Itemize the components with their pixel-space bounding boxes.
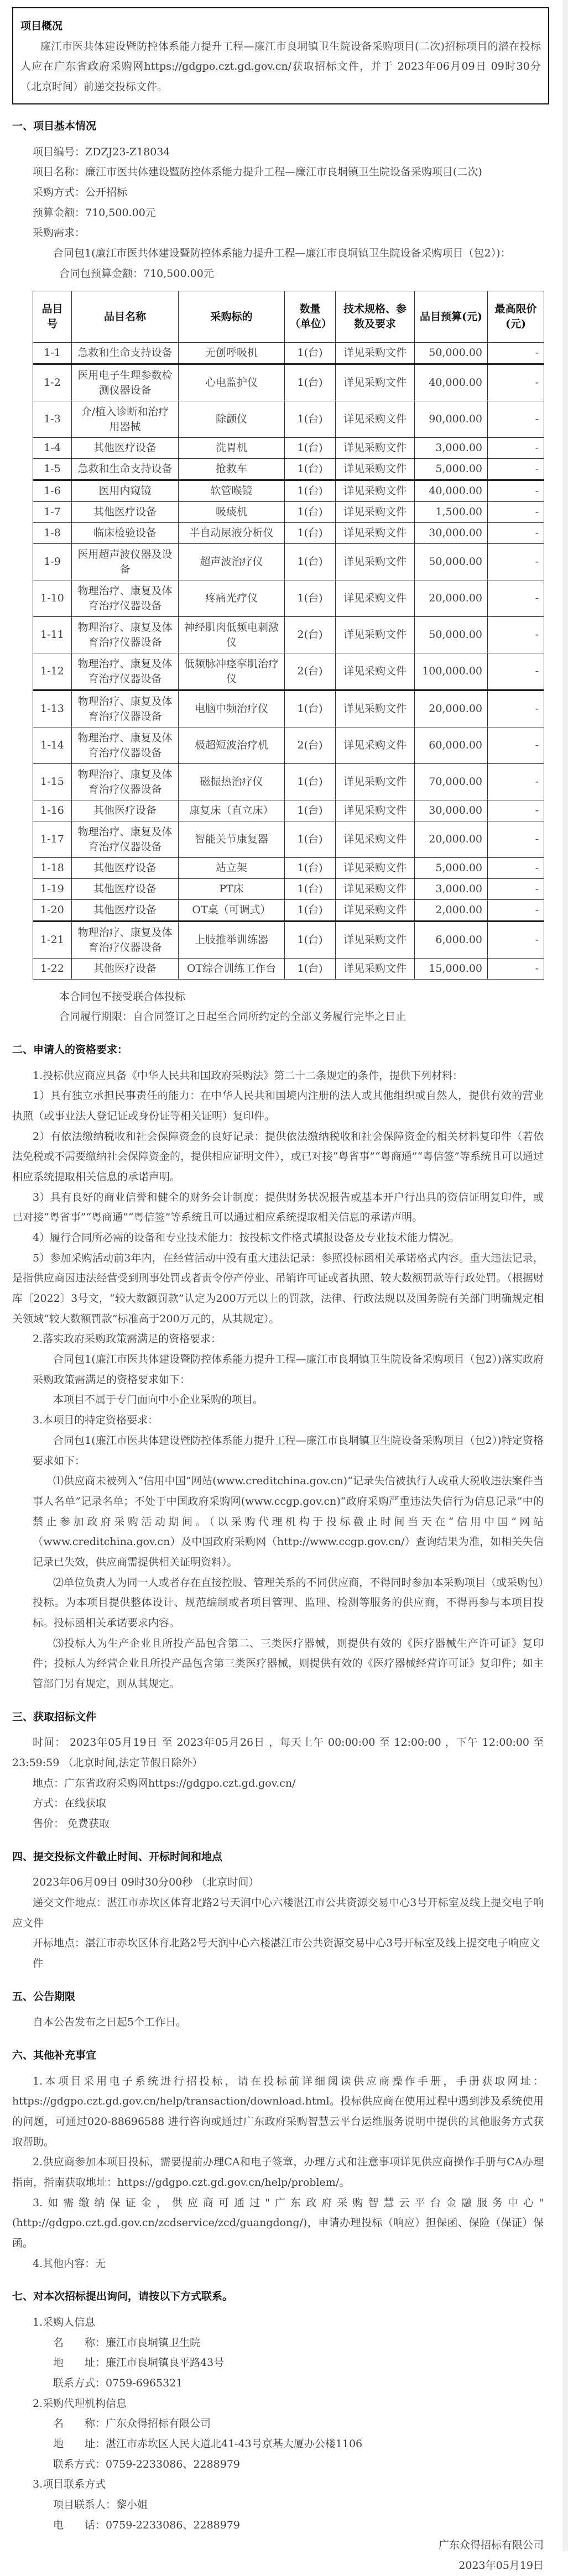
cell-spec: 详见采购文件 (336, 617, 415, 653)
cell-max-price: - (488, 364, 544, 401)
cell-quantity: 2(台) (285, 653, 336, 690)
cell-item-no: 1-8 (33, 523, 72, 544)
cell-procurement-target: 磁振热治疗仪 (179, 764, 285, 800)
column-header-max-price: 最高限价(元) (488, 291, 544, 343)
cell-item-no: 1-13 (33, 690, 72, 727)
cell-item-name: 医用电子生理参数检测仪器设备 (72, 364, 179, 401)
cell-item-name: 其他医疗设备 (72, 900, 179, 922)
project-number: 项目编号：ZDZJ23-Z18034 (33, 145, 170, 158)
obtain-place: 地点：广东省政府采购网https://gdgpo.czt.gd.gov.cn/ (33, 1777, 296, 1789)
cell-item-name: 急救和生命支持设备 (72, 459, 179, 480)
cell-spec: 详见采购文件 (336, 959, 415, 980)
table-row (33, 922, 544, 959)
open-place: 开标地点：湛江市赤坎区体育北路2号天润中心六楼湛江市公共资源交易中心3号开标室及线上提交电子响应文件 (33, 1937, 540, 1970)
table-row (33, 523, 544, 544)
cell-item-name: 物理治疗、康复及体育治疗仪器设备 (72, 580, 179, 617)
column-header-procurement-target: 采购标的 (179, 291, 285, 343)
cell-item-budget: 2,000.00 (415, 900, 488, 922)
project-contact-title: 3.项目联系方式 (33, 2478, 106, 2491)
cell-item-no: 1-15 (33, 764, 72, 800)
cell-item-no: 1-6 (33, 480, 72, 502)
cell-item-name: 物理治疗、康复及体育治疗仪器设备 (72, 922, 179, 959)
cell-max-price: - (488, 401, 544, 438)
cell-max-price: - (488, 480, 544, 502)
cell-item-name: 其他医疗设备 (72, 438, 179, 459)
cell-spec: 详见采购文件 (336, 800, 415, 821)
cell-item-budget: 3,000.00 (415, 879, 488, 900)
qualification-3: 3.本项目的特定资格要求： (33, 1414, 159, 1427)
cell-max-price: - (488, 800, 544, 821)
cell-quantity: 1(台) (285, 459, 336, 480)
cell-quantity: 1(台) (285, 764, 336, 800)
procurement-demand: 采购需求： (33, 227, 86, 239)
cell-quantity: 1(台) (285, 879, 336, 900)
cell-item-name: 急救和生命支持设备 (72, 343, 179, 364)
cell-item-no: 1-12 (33, 653, 72, 690)
cell-item-no: 1-19 (33, 879, 72, 900)
cell-quantity: 1(台) (285, 922, 336, 959)
cell-procurement-target: 智能关节康复器 (179, 821, 285, 858)
cell-max-price: - (488, 821, 544, 858)
signature-company: 广东众得招标有限公司 (438, 2539, 544, 2552)
table-row (33, 438, 544, 459)
cell-spec: 详见采购文件 (336, 821, 415, 858)
column-header-spec: 技术规格、参数及要求 (336, 291, 415, 343)
table-row (33, 900, 544, 922)
section-heading-basic-info: 一、项目基本情况 (12, 120, 97, 132)
cell-procurement-target: 吸痰机 (179, 502, 285, 523)
cell-item-budget: 6,000.00 (415, 922, 488, 959)
cell-item-no: 1-11 (33, 617, 72, 653)
table-header-row (33, 291, 544, 343)
table-row (33, 364, 544, 401)
cell-quantity: 1(台) (285, 821, 336, 858)
cell-item-budget: 40,000.00 (415, 364, 488, 401)
project-name: 项目名称：廉江市医共体建设暨防控体系能力提升工程—廉江市良垌镇卫生院设备采购项目(二次) (33, 166, 482, 179)
cell-procurement-target: 电脑中频治疗仪 (179, 690, 285, 727)
cell-quantity: 1(台) (285, 690, 336, 727)
page-scrollbar[interactable] (562, 0, 568, 2551)
overview-title: 项目概况 (20, 20, 63, 32)
purchaser-contact: 联系方式：0759-6965321 (53, 2376, 183, 2389)
procurement-items-table (33, 291, 544, 980)
cell-procurement-target: 心电监护仪 (179, 364, 285, 401)
cell-item-no: 1-17 (33, 821, 72, 858)
cell-item-budget: 20,000.00 (415, 580, 488, 617)
cell-item-no: 1-9 (33, 544, 72, 580)
cell-spec: 详见采购文件 (336, 922, 415, 959)
table-row (33, 821, 544, 858)
cell-spec: 详见采购文件 (336, 544, 415, 580)
cell-spec: 详见采购文件 (336, 580, 415, 617)
cell-max-price: - (488, 523, 544, 544)
cell-procurement-target: 除颤仪 (179, 401, 285, 438)
table-row (33, 653, 544, 690)
gdgpo-link[interactable]: 广东省政府采购网https://gdgpo.czt.gd.gov.cn/ (54, 60, 292, 72)
cell-procurement-target: 上肢推举训练器 (179, 922, 285, 959)
cell-max-price: - (488, 502, 544, 523)
cell-item-name: 介/植入诊断和治疗用器械 (72, 401, 179, 438)
cell-item-budget: 50,000.00 (415, 343, 488, 364)
cell-quantity: 1(台) (285, 401, 336, 438)
cell-procurement-target: 疼痛光疗仪 (179, 580, 285, 617)
overview-text (20, 36, 541, 97)
agency-name: 名 称：广东众得招标有限公司 (53, 2417, 211, 2430)
cell-spec: 详见采购文件 (336, 900, 415, 922)
section-heading-contact: 七、对本次招标提出询问，请按以下方式联系。 (12, 2290, 233, 2303)
cell-procurement-target: 超声波治疗仪 (179, 544, 285, 580)
cell-quantity: 1(台) (285, 438, 336, 459)
table-row (33, 617, 544, 653)
cell-spec: 详见采购文件 (336, 401, 415, 438)
table-row (33, 580, 544, 617)
section-heading-qualification: 二、申请人的资格要求： (12, 1044, 128, 1056)
cell-item-no: 1-3 (33, 401, 72, 438)
cell-spec: 详见采购文件 (336, 459, 415, 480)
qualification-3-1: 合同包1(廉江市医共体建设暨防控体系能力提升工程—廉江市良垌镇卫生院设备采购项目（包2）)特定资格要求如下： (33, 1434, 544, 1467)
agency-address: 地 址：湛江市赤坎区人民大道北41-43号京基大厦办公楼1106 (53, 2437, 363, 2450)
overview-text-end: 获取招标文件，并于 2023年06月09日 09时30分 （北京时间）前递交投标文件。 (20, 60, 541, 93)
cell-spec: 详见采购文件 (336, 480, 415, 502)
section-heading-deadline: 四、提交投标文件截止时间、开标时间和地点 (12, 1850, 223, 1863)
overview-text-start: 廉江市医共体建设暨防控体系能力提升工程—廉江市良垌镇卫生院设备采购项目(二次)招标项目的潜在投标人应在 (20, 40, 541, 72)
qualification-3-2: ⑴供应商未被列入“信用中国”网站(www.creditchina.gov.cn)“记录失信被执行人或重大税收违法案件当事人名单”记录名单；不处于中国政府采购网(www.ccgp.gov.cn)“政府采购严重违法失信行为信息记录”中的禁止参加政府采购活动期间。（以采购代理机构于投标截止时间当天在“信用中国”网站（www.creditchina.gov.cn）及中国政府采购网（http://www.ccgp.gov.cn/）查询结果为准，如相关失信记录已失效，供应商需提供相关证明资料）。 (33, 1475, 544, 1568)
cell-item-budget: 5,000.00 (415, 459, 488, 480)
cell-item-no: 1-21 (33, 922, 72, 959)
cell-item-budget: 30,000.00 (415, 800, 488, 821)
table-row (33, 959, 544, 980)
cell-procurement-target: PT床 (179, 879, 285, 900)
qualification-2-2: 本项目不属于专门面向中小企业采购的项目。 (53, 1394, 264, 1406)
cell-quantity: 1(台) (285, 523, 336, 544)
table-row (33, 879, 544, 900)
cell-max-price: - (488, 922, 544, 959)
cell-max-price: - (488, 690, 544, 727)
cell-max-price: - (488, 617, 544, 653)
column-header-item-budget: 品目预算(元) (415, 291, 488, 343)
cell-procurement-target: 无创呼吸机 (179, 343, 285, 364)
cell-item-budget: 70,000.00 (415, 764, 488, 800)
agency-info-title: 2.采购代理机构信息 (33, 2397, 127, 2410)
cell-max-price: - (488, 764, 544, 800)
cell-procurement-target: OT桌（可调式） (179, 900, 285, 922)
cell-item-name: 其他医疗设备 (72, 502, 179, 523)
column-header-item-name: 品目名称 (72, 291, 179, 343)
cell-max-price: - (488, 727, 544, 764)
column-header-item-no: 品目号 (33, 291, 72, 343)
table-row (33, 800, 544, 821)
cell-item-budget: 90,000.00 (415, 401, 488, 438)
table-row (33, 401, 544, 438)
cell-procurement-target: 极超短波治疗机 (179, 727, 285, 764)
contract-package: 合同包1(廉江市医共体建设暨防控体系能力提升工程—廉江市良垌镇卫生院设备采购项目（包2）)： (53, 247, 511, 260)
cell-item-budget: 15,000.00 (415, 959, 488, 980)
other-matter-3: 3.如需缴纳保证金，供应商可通过"广东政府采购智慧云平台金融服务中心"(http://gdgpo.czt.gd.gov.cn/zcdservice/zcd/guangdong/)，申请办理投标（响应）担保函、保险（保证）保函。 (12, 2196, 544, 2249)
cell-procurement-target: 神经肌肉低频电刺激仪 (179, 617, 285, 653)
cell-item-budget: 30,000.00 (415, 523, 488, 544)
cell-quantity: 1(台) (285, 800, 336, 821)
cell-procurement-target: 半自动尿液分析仪 (179, 523, 285, 544)
qualification-1-1: 1）具有独立承担民事责任的能力：在中华人民共和国境内注册的法人或其他组织或自然人，提供有效的营业执照（或事业法人登记证或身份证等相关证明）复印件。 (12, 1090, 544, 1123)
cell-item-no: 1-20 (33, 900, 72, 922)
cell-item-no: 1-22 (33, 959, 72, 980)
cell-quantity: 2(台) (285, 727, 336, 764)
table-row (33, 459, 544, 480)
announcement-body (0, 116, 562, 2576)
cell-item-name: 其他医疗设备 (72, 959, 179, 980)
cell-item-no: 1-7 (33, 502, 72, 523)
cell-spec: 详见采购文件 (336, 502, 415, 523)
cell-max-price: - (488, 580, 544, 617)
purchaser-address: 地 址：廉江市良垌镇良平路43号 (53, 2357, 225, 2369)
cell-quantity: 1(台) (285, 502, 336, 523)
cell-item-no: 1-4 (33, 438, 72, 459)
cell-item-budget: 5,000.00 (415, 858, 488, 879)
cell-item-name: 医用超声波仪器及设备 (72, 544, 179, 580)
cell-spec: 详见采购文件 (336, 690, 415, 727)
cell-procurement-target: OT综合训练工作台 (179, 959, 285, 980)
cell-spec: 详见采购文件 (336, 727, 415, 764)
cell-procurement-target: 抢救车 (179, 459, 285, 480)
qualification-3-4: ⑶投标人为生产企业且所投产品包含第二、三类医疗器械，则提供有效的《医疗器械生产许可证》复印件；投标人为经营企业且所投产品包含第三类医疗器械，则提供有效的《医疗器械经营许可证》复印件；如主管部门另有规定，则从其规定。 (33, 1637, 544, 1690)
obtain-way: 方式：在线获取 (33, 1797, 107, 1810)
cell-spec: 详见采购文件 (336, 438, 415, 459)
submit-place: 递交文件地点：湛江市赤坎区体育北路2号天润中心六楼湛江市公共资源交易中心3号开标室及线上提交电子响应文件 (12, 1896, 544, 1929)
contract-period: 合同履行期限：自合同签订之日起至合同所约定的全部义务履行完毕之日止 (59, 1010, 407, 1023)
cell-item-budget: 20,000.00 (415, 690, 488, 727)
cell-spec: 详见采购文件 (336, 764, 415, 800)
qualification-1: 1.投标供应商应具备《中华人民共和国政府采购法》第二十二条规定的条件，提供下列材料： (33, 1069, 463, 1082)
package-budget: 合同包预算金额：710,500.00元 (59, 267, 214, 280)
cell-quantity: 1(台) (285, 544, 336, 580)
table-row (33, 544, 544, 580)
cell-max-price: - (488, 900, 544, 922)
table-row (33, 343, 544, 364)
cell-max-price: - (488, 343, 544, 364)
cell-item-no: 1-2 (33, 364, 72, 401)
cell-procurement-target: 站立架 (179, 858, 285, 879)
obtain-price: 售价： 免费获取 (33, 1817, 110, 1830)
table-row (33, 502, 544, 523)
other-matter-2: 2.供应商参加本项目投标，需要提前办理CA和电子签章，办理方式和注意事项详见供应商操作手册与CA办理指南，指南获取地址：https://gdgpo.czt.gd.gov.cn/help/problem/。 (12, 2156, 544, 2188)
cell-quantity: 1(台) (285, 900, 336, 922)
cell-item-name: 其他医疗设备 (72, 800, 179, 821)
project-overview-box (12, 7, 549, 104)
other-matter-4: 4.其他内容：无 (33, 2257, 106, 2270)
procurement-method: 采购方式：公开招标 (33, 186, 128, 198)
cell-item-name: 物理治疗、康复及体育治疗仪器设备 (72, 617, 179, 653)
cell-spec: 详见采购文件 (336, 364, 415, 401)
cell-item-budget: 50,000.00 (415, 544, 488, 580)
cell-item-budget: 50,000.00 (415, 617, 488, 653)
notice-period: 自本公告发布之日起5个工作日。 (33, 2016, 187, 2029)
table-row (33, 764, 544, 800)
cell-item-name: 医用内窥镜 (72, 480, 179, 502)
table-row (33, 690, 544, 727)
cell-item-name: 临床检验设备 (72, 523, 179, 544)
cell-spec: 详见采购文件 (336, 879, 415, 900)
column-header-quantity: 数量（单位） (285, 291, 336, 343)
deadline-time: 2023年06月09日 09时30分00秒 （北京时间） (33, 1876, 259, 1889)
cell-quantity: 2(台) (285, 617, 336, 653)
qualification-3-3: ⑵单位负责人为同一人或者存在直接控股、管理关系的不同供应商，不得同时参加本采购项目（或采购包）投标。为本项目提供整体设计、规范编制或者项目管理、监理、检测等服务的供应商，不得再参与本项目投标。投标函相关承诺要求内容。 (33, 1576, 544, 1629)
table-row (33, 858, 544, 879)
section-heading-obtain-documents: 三、获取招标文件 (12, 1710, 97, 1723)
cell-quantity: 1(台) (285, 480, 336, 502)
cell-item-name: 物理治疗、康复及体育治疗仪器设备 (72, 690, 179, 727)
cell-item-budget: 1,500.00 (415, 502, 488, 523)
qualification-1-4: 4）履行合同所必需的设备和专业技术能力：按投标文件格式填报设备及专业技术能力情况。 (33, 1232, 460, 1244)
section-heading-notice-period: 五、公告期限 (12, 1990, 76, 2003)
cell-max-price: - (488, 858, 544, 879)
cell-spec: 详见采购文件 (336, 523, 415, 544)
cell-max-price: - (488, 544, 544, 580)
section-heading-other-matters: 六、其他补充事宜 (12, 2049, 97, 2061)
cell-procurement-target: 软管喉镜 (179, 480, 285, 502)
qualification-2: 2.落实政府采购政策需满足的资格要求： (33, 1333, 222, 1345)
purchaser-info-title: 1.采购人信息 (33, 2316, 96, 2328)
purchaser-name: 名 称：廉江市良垌镇卫生院 (53, 2336, 201, 2349)
cell-item-name: 其他医疗设备 (72, 858, 179, 879)
cell-item-budget: 20,000.00 (415, 821, 488, 858)
no-consortium-note: 本合同包不接受联合体投标 (59, 990, 186, 1003)
cell-quantity: 1(台) (285, 364, 336, 401)
cell-procurement-target: 康复床（直立床） (179, 800, 285, 821)
cell-max-price: - (488, 959, 544, 980)
project-contact-phone: 电 话：0759-2233086、2288979 (53, 2519, 241, 2531)
cell-max-price: - (488, 653, 544, 690)
cell-quantity: 1(台) (285, 580, 336, 617)
cell-max-price: - (488, 879, 544, 900)
cell-item-budget: 3,000.00 (415, 438, 488, 459)
cell-item-no: 1-14 (33, 727, 72, 764)
cell-quantity: 1(台) (285, 959, 336, 980)
cell-max-price: - (488, 438, 544, 459)
cell-procurement-target: 洗胃机 (179, 438, 285, 459)
cell-item-name: 物理治疗、康复及体育治疗仪器设备 (72, 727, 179, 764)
cell-spec: 详见采购文件 (336, 653, 415, 690)
cell-procurement-target: 低频脉冲痉挛肌治疗仪 (179, 653, 285, 690)
table-row (33, 727, 544, 764)
cell-item-no: 1-1 (33, 343, 72, 364)
qualification-1-2: 2）有依法缴纳税收和社会保障资金的良好记录：提供依法缴纳税收和社会保障资金的相关材料复印件（若依法免税或不需要缴纳社会保障资金的，提供相应证明文件），或已对接“粤省事”“粤商通”“粤信签”等系统且可以通过相应系统提取相关信息的承诺声明。 (12, 1130, 544, 1184)
cell-quantity: 1(台) (285, 858, 336, 879)
cell-spec: 详见采购文件 (336, 858, 415, 879)
qualification-1-5: 5）参加采购活动前3年内，在经营活动中没有重大违法记录：参照投标函相关承诺格式内容。重大违法记录，是指供应商因违法经营受到刑事处罚或者责令停产停业、吊销许可证或者执照、较大数额罚款等行政处罚。（根据财库〔2022〕3号文，“较大数额罚款”认定为200万元以上的罚款，法律、行政法规以及国务院有关部门明确规定相关领域“较大数额罚款”标准高于200万元的，从其规定）。 (12, 1252, 544, 1325)
cell-item-name: 物理治疗、康复及体育治疗仪器设备 (72, 821, 179, 858)
cell-item-no: 1-10 (33, 580, 72, 617)
cell-item-name: 物理治疗、康复及体育治疗仪器设备 (72, 764, 179, 800)
other-matter-1: 1.本项目采用电子系统进行招投标，请在投标前详细阅读供应商操作手册，手册获取网址：https://gdgpo.czt.gd.gov.cn/help/transaction/download.html。投标供应商在使用过程中遇到涉及系统使用的问题，可通过020-88696588 进行咨询或通过广东政府采购智慧云平台运维服务说明中提供的其他服务方式获取帮助。 (12, 2075, 544, 2148)
cell-item-no: 1-5 (33, 459, 72, 480)
cell-item-budget: 40,000.00 (415, 480, 488, 502)
cell-item-budget: 60,000.00 (415, 727, 488, 764)
cell-spec: 详见采购文件 (336, 343, 415, 364)
project-contact-person: 项目联系人：黎小姐 (53, 2499, 148, 2511)
cell-quantity: 1(台) (285, 343, 336, 364)
budget-amount: 预算金额：710,500.00元 (33, 206, 156, 219)
cell-item-no: 1-16 (33, 800, 72, 821)
table-row (33, 480, 544, 502)
qualification-1-3: 3）具有良好的商业信誉和健全的财务会计制度：提供财务状况报告或基本开户行出具的资信证明复印件，或已对接“粤省事”“粤商通”“粤信签”等系统且可以通过相应系统提取相关信息的承诺声明。 (12, 1191, 544, 1224)
qualification-2-1: 合同包1(廉江市医共体建设暨防控体系能力提升工程—廉江市良垌镇卫生院设备采购项目（包2）)落实政府采购政策需满足的资格要求如下： (33, 1353, 544, 1386)
cell-item-budget: 100,000.00 (415, 653, 488, 690)
agency-contact: 联系方式：0759-2233086、2288979 (53, 2458, 241, 2470)
cell-max-price: - (488, 459, 544, 480)
signature-date: 2023年05月19日 (458, 2559, 544, 2572)
cell-item-name: 其他医疗设备 (72, 879, 179, 900)
obtain-time: 时间： 2023年05月19日 至 2023年05月26日 ，每天上午 00:00:00 至 12:00:00 ，下午 12:00:00 至 23:59:59 （北京时间,法定节假日除外） (12, 1736, 544, 1769)
cell-item-name: 物理治疗、康复及体育治疗仪器设备 (72, 653, 179, 690)
cell-item-no: 1-18 (33, 858, 72, 879)
